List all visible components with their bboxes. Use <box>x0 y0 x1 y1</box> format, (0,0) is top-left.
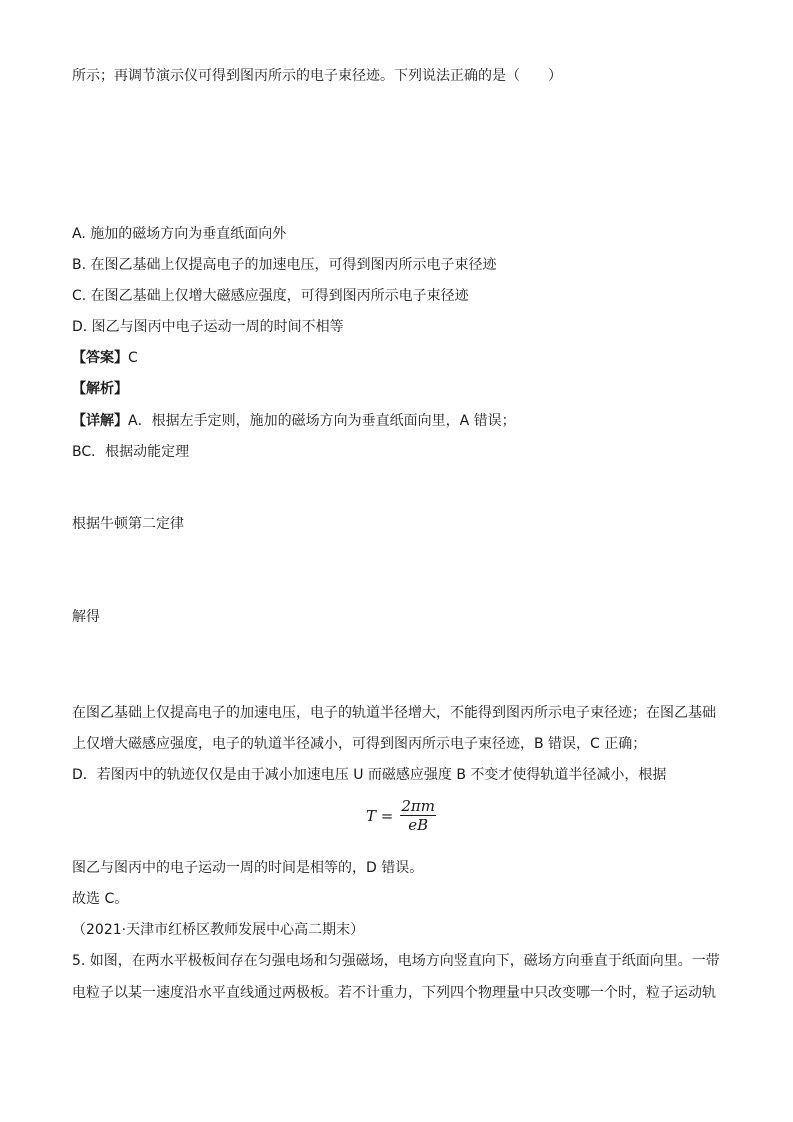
analysis-label: 【解析】 <box>72 381 128 397</box>
question-5-line-2: 电粒子以某一速度沿水平直线通过两极板。若不计重力，下列四个物理量中只改变哪一个时，粒子运动轨 <box>72 985 716 1001</box>
d-conclusion-line: 图乙与图丙中的电子运动一周的时间是相等的，D 错误。 <box>72 860 424 876</box>
detail-label: 【详解】 <box>72 413 128 429</box>
option-b: B. 在图乙基础上仅提高电子的加速电压，可得到图丙所示电子束径迹 <box>72 257 497 273</box>
answer-row <box>72 348 138 368</box>
option-a: A. 施加的磁场方向为垂直纸面向外 <box>72 226 287 242</box>
question-5-line-1: 5. 如图，在两水平极板间存在匀强电场和匀强磁场，电场方向竖直向下，磁场方向垂直于纸面向里。一带 <box>72 953 720 969</box>
formula-numerator: 2πm <box>401 797 435 815</box>
formula-lhs: T = <box>366 806 394 825</box>
detail-text: A．根据左手定则，施加的磁场方向为垂直纸面向里，A 错误； <box>128 413 516 429</box>
formula-fraction <box>399 797 437 834</box>
newton-line: 根据牛顿第二定律 <box>72 516 184 532</box>
choose-line: 故选 C。 <box>72 891 129 907</box>
period-formula <box>366 797 437 834</box>
d-analysis-line: D．若图丙中的轨迹仅仅是由于减小加速电压 U 而磁感应强度 B 不变才使得轨道半径减小，根据 <box>72 767 667 783</box>
explanation-line-1: 在图乙基础上仅提高电子的加速电压，电子的轨道半径增大，不能得到图丙所示电子束径迹；在图乙基础 <box>72 705 716 721</box>
question-source: （2021·天津市红桥区教师发展中心高二期末） <box>72 922 365 938</box>
formula-denominator: eB <box>408 816 429 834</box>
explanation-line-2: 上仅增大磁感应强度，电子的轨道半径减小，可得到图丙所示电子束径迹，B 错误，C 正确； <box>72 736 647 752</box>
bc-line: BC．根据动能定理 <box>72 444 190 460</box>
option-d: D. 图乙与图丙中电子运动一周的时间不相等 <box>72 319 344 335</box>
option-c: C. 在图乙基础上仅增大磁感应强度，可得到图丙所示电子束径迹 <box>72 288 469 304</box>
answer-value: C <box>128 350 138 366</box>
question-intro: 所示；再调节演示仪可得到图丙所示的电子束径迹。下列说法正确的是（ ） <box>72 68 562 84</box>
answer-label: 【答案】 <box>72 350 128 366</box>
detail-row <box>72 411 516 431</box>
solve-line: 解得 <box>72 609 100 625</box>
